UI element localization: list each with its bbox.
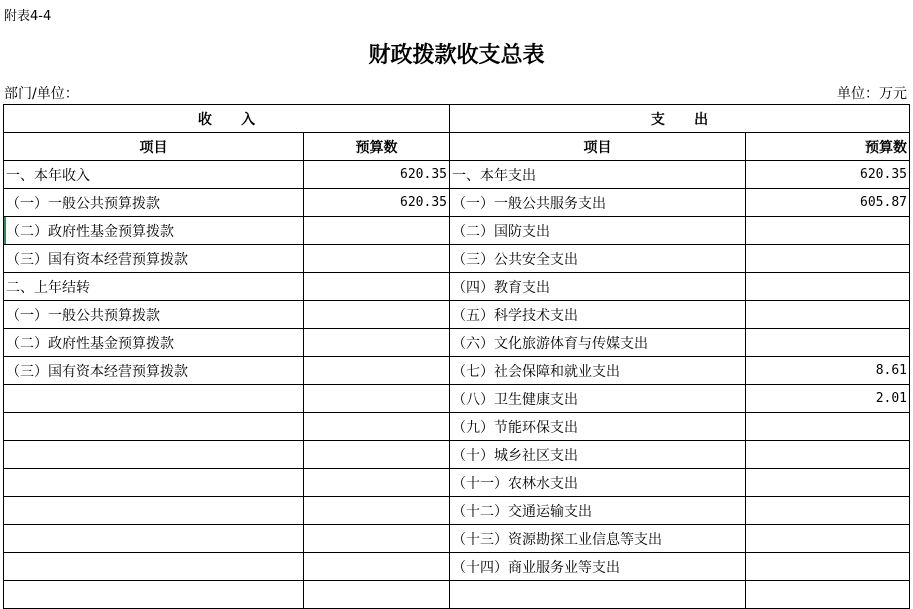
expense-item-cell[interactable]: （四）教育支出	[450, 273, 746, 301]
expense-value-cell[interactable]	[746, 329, 910, 357]
income-value-cell[interactable]	[304, 413, 450, 441]
income-value-cell[interactable]	[304, 441, 450, 469]
income-item-cell[interactable]: （二）政府性基金预算拨款	[4, 217, 304, 245]
expense-item-cell[interactable]: （二）国防支出	[450, 217, 746, 245]
page-title: 财政拨款收支总表	[368, 42, 545, 68]
income-item-cell[interactable]	[4, 553, 304, 581]
income-value-cell[interactable]: 620.35	[304, 161, 450, 189]
table-row	[4, 273, 910, 301]
income-value-cell[interactable]: 620.35	[304, 189, 450, 217]
income-budget-header[interactable]: 预算数	[304, 133, 450, 161]
income-value-cell[interactable]	[304, 273, 450, 301]
expense-item-cell[interactable]: （五）科学技术支出	[450, 301, 746, 329]
expense-item-cell[interactable]: （十四）商业服务业等支出	[450, 553, 746, 581]
expense-value-cell[interactable]	[746, 245, 910, 273]
income-item-cell[interactable]: 一、本年收入	[4, 161, 304, 189]
expense-value-cell[interactable]	[746, 497, 910, 525]
expense-value-cell[interactable]	[746, 553, 910, 581]
income-item-cell[interactable]: （二）政府性基金预算拨款	[4, 329, 304, 357]
table-row	[4, 161, 910, 189]
expense-item-cell[interactable]: （六）文化旅游体育与传媒支出	[450, 329, 746, 357]
income-header[interactable]: 收 入	[4, 105, 450, 133]
column-header-row	[4, 133, 910, 161]
income-value-cell[interactable]	[304, 497, 450, 525]
expense-value-cell[interactable]: 8.61	[746, 357, 910, 385]
income-value-cell[interactable]	[304, 329, 450, 357]
income-value-cell[interactable]	[304, 217, 450, 245]
table-row	[4, 357, 910, 385]
table-row	[4, 217, 910, 245]
income-item-cell[interactable]	[4, 469, 304, 497]
expense-header[interactable]: 支 出	[450, 105, 910, 133]
fiscal-table	[3, 104, 910, 609]
income-item-cell[interactable]	[4, 525, 304, 553]
table-row	[4, 413, 910, 441]
expense-value-cell[interactable]	[746, 413, 910, 441]
income-item-cell[interactable]: 二、上年结转	[4, 273, 304, 301]
expense-item-cell[interactable]: （十一）农林水支出	[450, 469, 746, 497]
income-item-cell[interactable]	[4, 413, 304, 441]
income-value-cell[interactable]	[304, 357, 450, 385]
expense-item-cell[interactable]: 一、本年支出	[450, 161, 746, 189]
expense-value-cell[interactable]	[746, 441, 910, 469]
income-item-cell[interactable]: （一）一般公共预算拨款	[4, 301, 304, 329]
income-value-cell[interactable]	[304, 385, 450, 413]
section-header-row	[4, 105, 910, 133]
table-caption: 附表4-4	[4, 9, 52, 24]
income-item-cell[interactable]	[4, 441, 304, 469]
income-value-cell[interactable]	[304, 469, 450, 497]
table-row	[4, 189, 910, 217]
table-row	[4, 301, 910, 329]
income-item-cell[interactable]: （三）国有资本经营预算拨款	[4, 357, 304, 385]
department-label: 部门/单位：	[4, 86, 79, 102]
expense-value-cell[interactable]	[746, 301, 910, 329]
expense-value-cell[interactable]	[746, 273, 910, 301]
expense-item-header[interactable]: 项目	[450, 133, 746, 161]
income-value-cell[interactable]	[304, 553, 450, 581]
table-row	[4, 329, 910, 357]
income-item-cell[interactable]: （一）一般公共预算拨款	[4, 189, 304, 217]
expense-value-cell[interactable]	[746, 469, 910, 497]
expense-budget-header[interactable]: 预算数	[746, 133, 910, 161]
table-row	[4, 385, 910, 413]
expense-item-cell[interactable]: （十三）资源勘探工业信息等支出	[450, 525, 746, 553]
income-item-cell[interactable]	[4, 385, 304, 413]
expense-value-cell[interactable]: 2.01	[746, 385, 910, 413]
income-item-header[interactable]: 项目	[4, 133, 304, 161]
expense-item-cell[interactable]: （九）节能环保支出	[450, 413, 746, 441]
expense-item-cell[interactable]: （八）卫生健康支出	[450, 385, 746, 413]
table-row	[4, 469, 910, 497]
expense-item-cell[interactable]: （三）公共安全支出	[450, 245, 746, 273]
income-item-cell[interactable]	[4, 497, 304, 525]
expense-value-cell[interactable]: 605.87	[746, 189, 910, 217]
expense-item-cell[interactable]: （七）社会保障和就业支出	[450, 357, 746, 385]
table-row	[4, 525, 910, 553]
expense-item-cell[interactable]: （十）城乡社区支出	[450, 441, 746, 469]
table-row	[4, 553, 910, 581]
table-row	[4, 497, 910, 525]
income-value-cell[interactable]	[304, 525, 450, 553]
expense-value-cell[interactable]: 620.35	[746, 161, 910, 189]
expense-value-cell[interactable]	[746, 217, 910, 245]
income-value-cell[interactable]	[304, 245, 450, 273]
table-row	[4, 245, 910, 273]
unit-label: 单位：万元	[837, 86, 907, 102]
table-row	[4, 441, 910, 469]
expense-value-cell[interactable]	[746, 525, 910, 553]
expense-item-cell[interactable]: （十二）交通运输支出	[450, 497, 746, 525]
income-item-cell[interactable]: （三）国有资本经营预算拨款	[4, 245, 304, 273]
income-value-cell[interactable]	[304, 301, 450, 329]
expense-item-cell[interactable]: （一）一般公共服务支出	[450, 189, 746, 217]
